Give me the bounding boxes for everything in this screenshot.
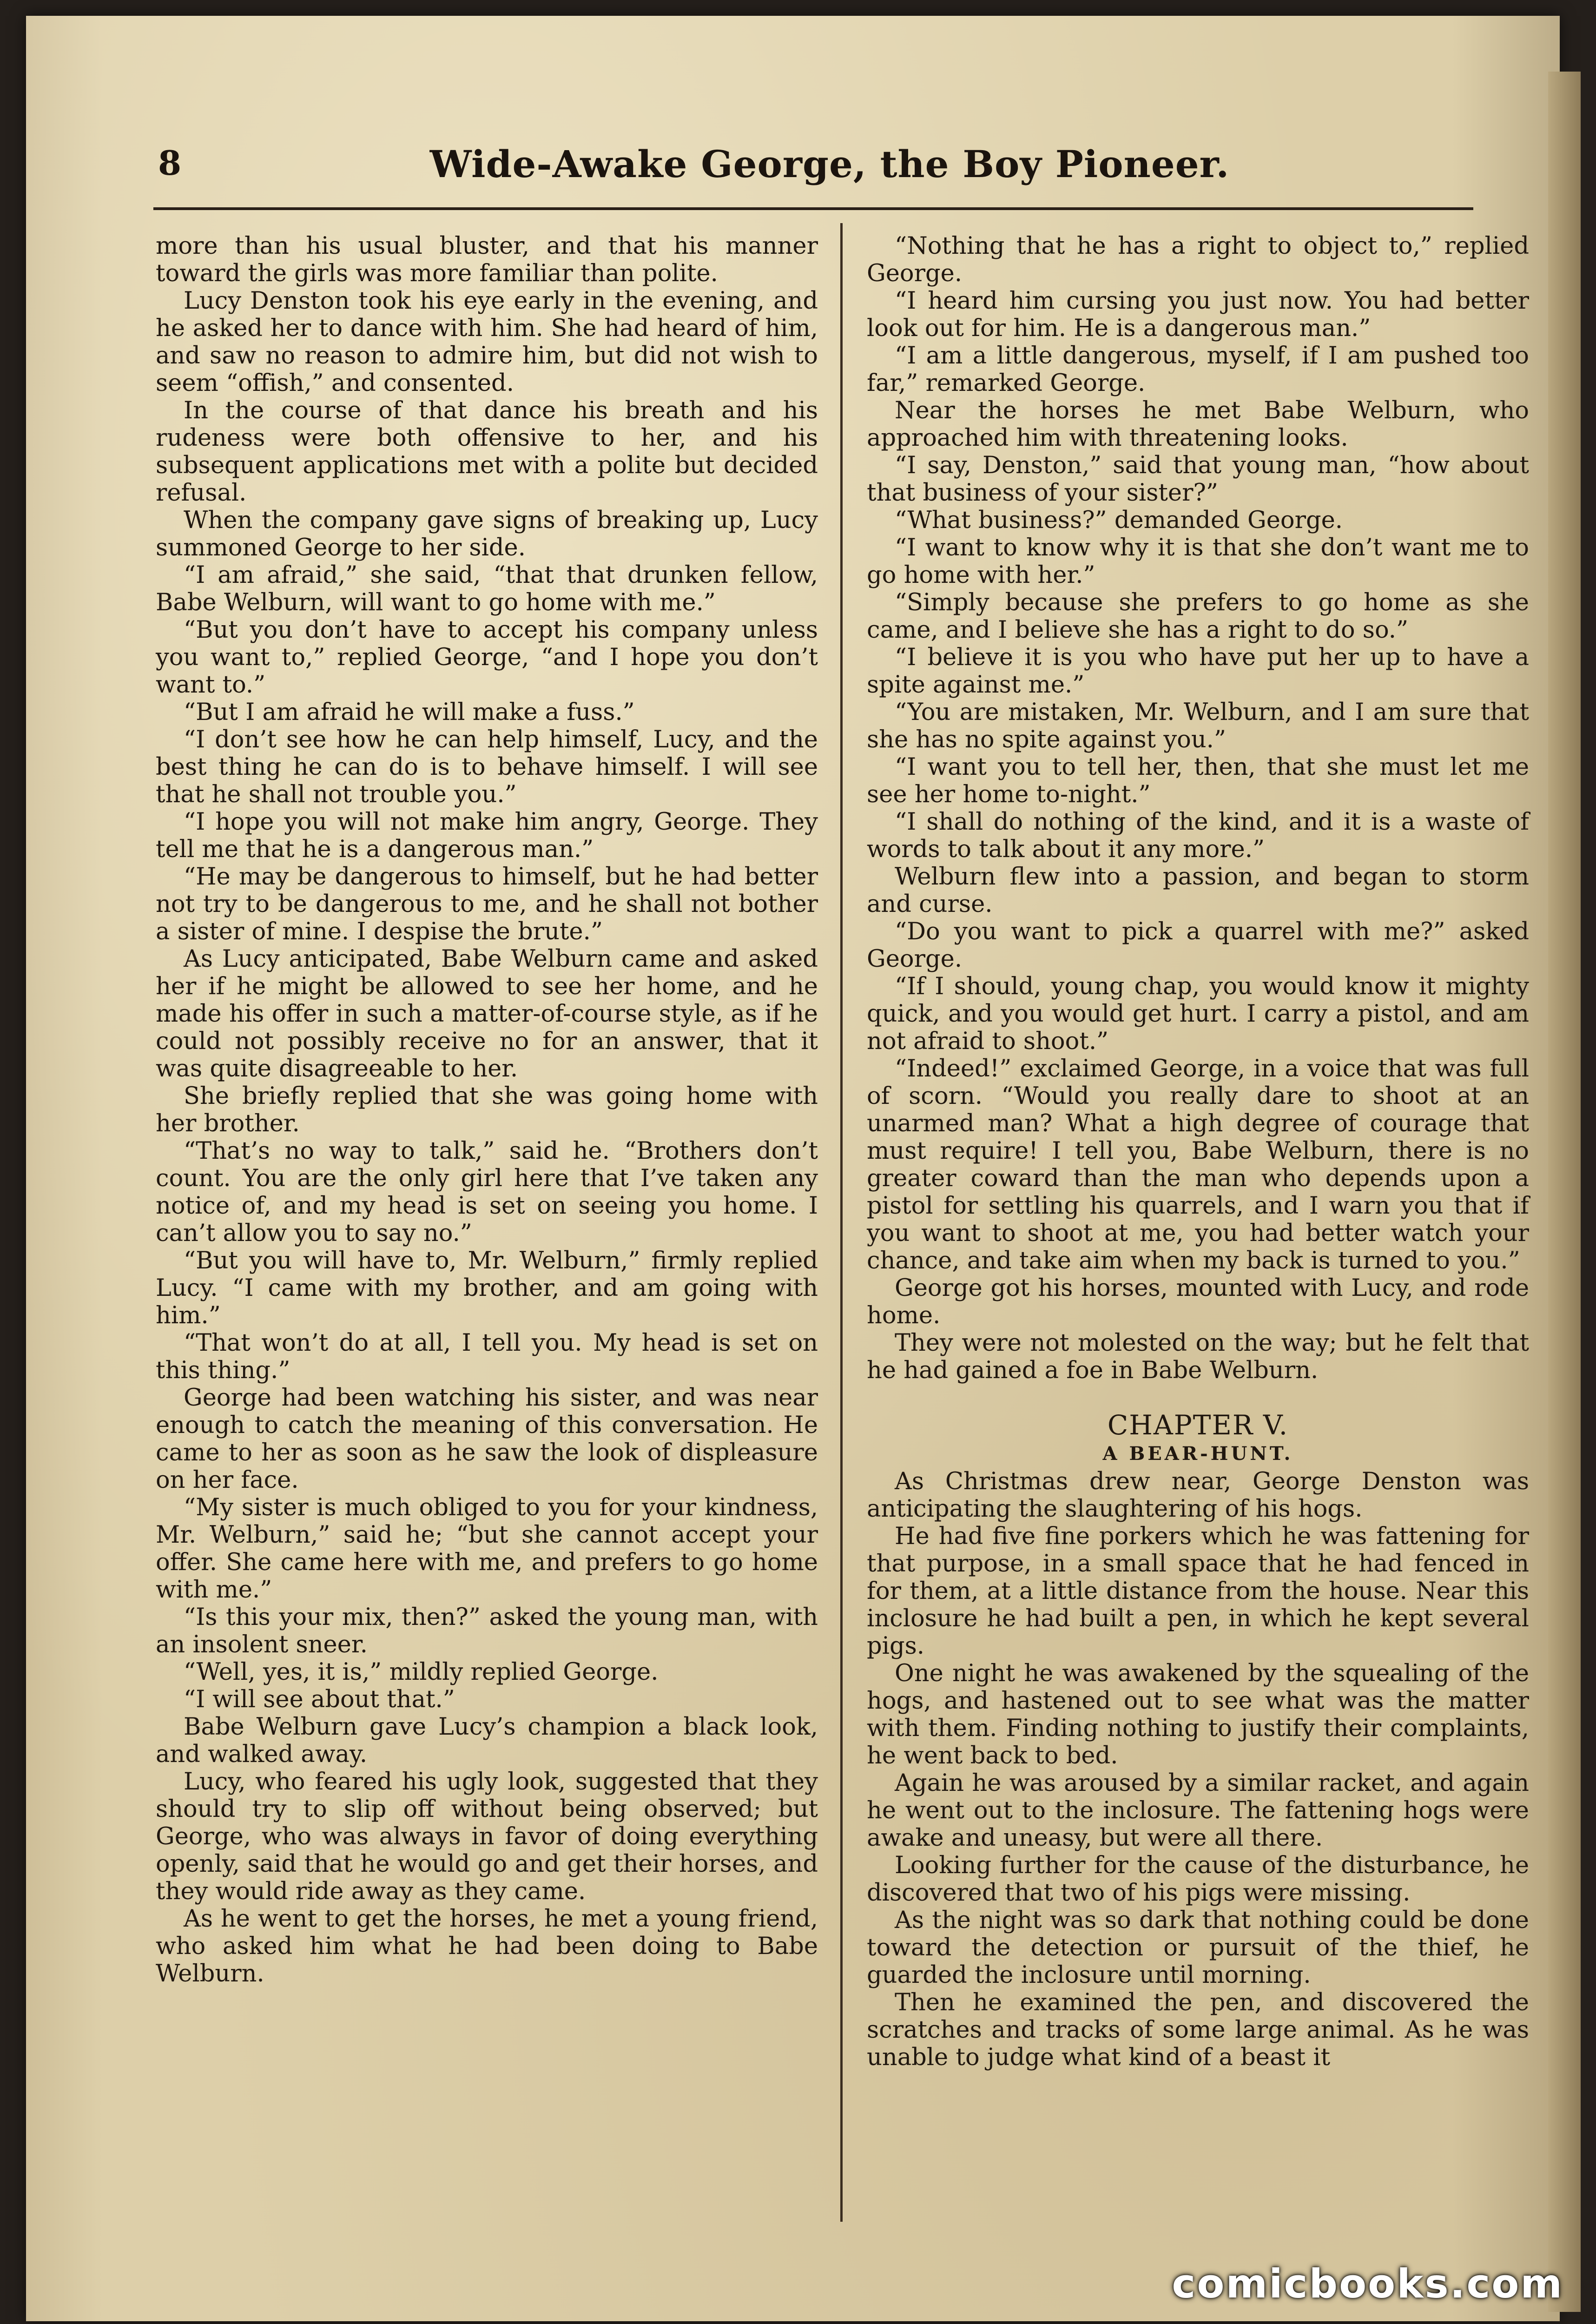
paragraph: “If I should, young chap, you would know it mighty quick, and you would get hurt. I carry a pistol, and am not afraid to shoot.” <box>867 973 1529 1055</box>
paragraph: “That’s no way to talk,” said he. “Brothers don’t count. You are the only girl here that I’ve taken any notice of, and my head is set on seeing you home. I can’t allow you to say no.” <box>156 1137 818 1247</box>
paragraph: “You are mistaken, Mr. Welburn, and I am sure that she has no spite against you.” <box>867 699 1529 753</box>
paragraph: As Lucy anticipated, Babe Welburn came and asked her if he might be allowed to see her home, and he made his offer in such a matter-of-course style, as if he could not possibly receive no for an answer, that it was quite disagreeable to her. <box>156 945 818 1083</box>
paragraph: “I want you to tell her, then, that she must let me see her home to-night.” <box>867 753 1529 808</box>
paragraph: “I am afraid,” she said, “that that drunken fellow, Babe Welburn, will want to go home with me.” <box>156 561 818 616</box>
paragraph: “Do you want to pick a quarrel with me?” asked George. <box>867 918 1529 973</box>
paragraph: “I heard him cursing you just now. You had better look out for him. He is a dangerous man.” <box>867 287 1529 342</box>
paragraph: “Indeed!” exclaimed George, in a voice that was full of scorn. “Would you really dare to shoot at an unarmed man? What a high degree of courage that must require! I tell you, Babe Welburn, there is no greater coward than the man who depends upon a pistol for settling his quarrels, and I warn you that if you want to shoot at me, you had better watch your chance, and take aim when my back is turned to you.” <box>867 1055 1529 1274</box>
page-header <box>158 139 1473 204</box>
paragraph: As Christmas drew near, George Denston was anticipating the slaughtering of his hogs. <box>867 1468 1529 1523</box>
paragraph: “Simply because she prefers to go home as she came, and I believe she has a right to do so.” <box>867 589 1529 644</box>
paragraph: Then he examined the pen, and discovered the scratches and tracks of some large animal. As he was unable to judge what kind of a beast it <box>867 1989 1529 2071</box>
paragraph: Welburn flew into a passion, and began to storm and curse. <box>867 863 1529 918</box>
paragraph: “I am a little dangerous, myself, if I am pushed too far,” remarked George. <box>867 342 1529 397</box>
paragraph: “I will see about that.” <box>184 1686 455 1713</box>
watermark: comicbooks.com <box>1172 2261 1563 2307</box>
paragraph: “Nothing that he has a right to object to,” replied George. <box>867 232 1529 287</box>
paragraph: Lucy, who feared his ugly look, suggested that they should try to slip off without being observed; but George, who was always in favor of doing everything openly, said that he would go and get their horses, and they would ride away as they came. <box>156 1768 818 1905</box>
paragraph: When the company gave signs of breaking up, Lucy summoned George to her side. <box>156 507 818 561</box>
paragraph: “Well, yes, it is,” mildly replied George. <box>184 1658 659 1686</box>
right-column <box>867 232 1529 2071</box>
paragraph: Babe Welburn gave Lucy’s champion a black look, and walked away. <box>156 1713 818 1768</box>
paragraph: “I want to know why it is that she don’t want me to go home with her.” <box>867 534 1529 589</box>
paragraph: “He may be dangerous to himself, but he had better not try to be dangerous to me, and he shall not bother a sister of mine. I despise the brute.” <box>156 863 818 945</box>
paragraph: “But you don’t have to accept his company unless you want to,” replied George, “and I hope you don’t want to.” <box>156 616 818 699</box>
paragraph: George had been watching his sister, and was near enough to catch the meaning of this conversation. He came to her as soon as he saw the look of displeasure on her face. <box>156 1384 818 1494</box>
paragraph: They were not molested on the way; but he felt that he had gained a foe in Babe Welburn. <box>867 1329 1529 1384</box>
chapter-subtitle: A BEAR-HUNT. <box>1102 1443 1293 1465</box>
paragraph: George got his horses, mounted with Lucy, and rode home. <box>867 1274 1529 1329</box>
paragraph: He had five fine porkers which he was fattening for that purpose, in a small space that he had fenced in for them, at a little distance from the house. Near this inclosure he had built a pen, in which he kept several pigs. <box>867 1523 1529 1660</box>
paragraph: She briefly replied that she was going home with her brother. <box>156 1083 818 1137</box>
paragraph: “What business?” demanded George. <box>895 507 1343 534</box>
paragraph: As the night was so dark that nothing could be done toward the detection or pursuit of the thief, he guarded the inclosure until morning. <box>867 1907 1529 1989</box>
paragraph: Looking further for the cause of the disturbance, he discovered that two of his pigs were missing. <box>867 1852 1529 1907</box>
paragraph: “I don’t see how he can help himself, Lucy, and the best thing he can do is to behave himself. I will see that he shall not trouble you.” <box>156 726 818 808</box>
running-title: Wide-Awake George, the Boy Pioneer. <box>429 142 1230 186</box>
paragraph: One night he was awakened by the squealing of the hogs, and hastened out to see what was the matter with them. Finding nothing to justify their complaints, he went back to bed. <box>867 1660 1529 1769</box>
paragraph: As he went to get the horses, he met a young friend, who asked him what he had been doing to Babe Welburn. <box>156 1905 818 1987</box>
paragraph: “I believe it is you who have put her up to have a spite against me.” <box>867 644 1529 699</box>
paragraph: “But I am afraid he will make a fuss.” <box>184 699 635 726</box>
left-column <box>156 232 818 1987</box>
paragraph: Lucy Denston took his eye early in the evening, and he asked her to dance with him. She had heard of him, and saw no reason to admire him, but did not wish to seem “offish,” and consented. <box>156 287 818 397</box>
paragraph: “But you will have to, Mr. Welburn,” firmly replied Lucy. “I came with my brother, and am going with him.” <box>156 1247 818 1329</box>
paragraph: In the course of that dance his breath and his rudeness were both offensive to her, and his subsequent applications met with a polite but decided refusal. <box>156 397 818 507</box>
column-divider <box>840 223 843 2222</box>
paragraph: more than his usual bluster, and that his manner toward the girls was more familiar than polite. <box>156 232 818 287</box>
paragraph: Again he was aroused by a similar racket, and again he went out to the inclosure. The fattening hogs were awake and uneasy, but were all there. <box>867 1769 1529 1852</box>
paragraph: “That won’t do at all, I tell you. My head is set on this thing.” <box>156 1329 818 1384</box>
paragraph: Near the horses he met Babe Welburn, who approached him with threatening looks. <box>867 397 1529 452</box>
chapter-title: CHAPTER V. <box>1107 1409 1289 1441</box>
header-rule <box>153 207 1473 210</box>
next-page-edge <box>1548 72 1581 2312</box>
paragraph: “I say, Denston,” said that young man, “how about that business of your sister?” <box>867 452 1529 507</box>
paragraph: “My sister is much obliged to you for your kindness, Mr. Welburn,” said he; “but she cannot accept your offer. She came here with me, and prefers to go home with me.” <box>156 1494 818 1604</box>
paragraph: “Is this your mix, then?” asked the young man, with an insolent sneer. <box>156 1604 818 1658</box>
paragraph: “I hope you will not make him angry, George. They tell me that he is a dangerous man.” <box>156 808 818 863</box>
paragraph: “I shall do nothing of the kind, and it is a waste of words to talk about it any more.” <box>867 808 1529 863</box>
page-number: 8 <box>158 143 182 183</box>
